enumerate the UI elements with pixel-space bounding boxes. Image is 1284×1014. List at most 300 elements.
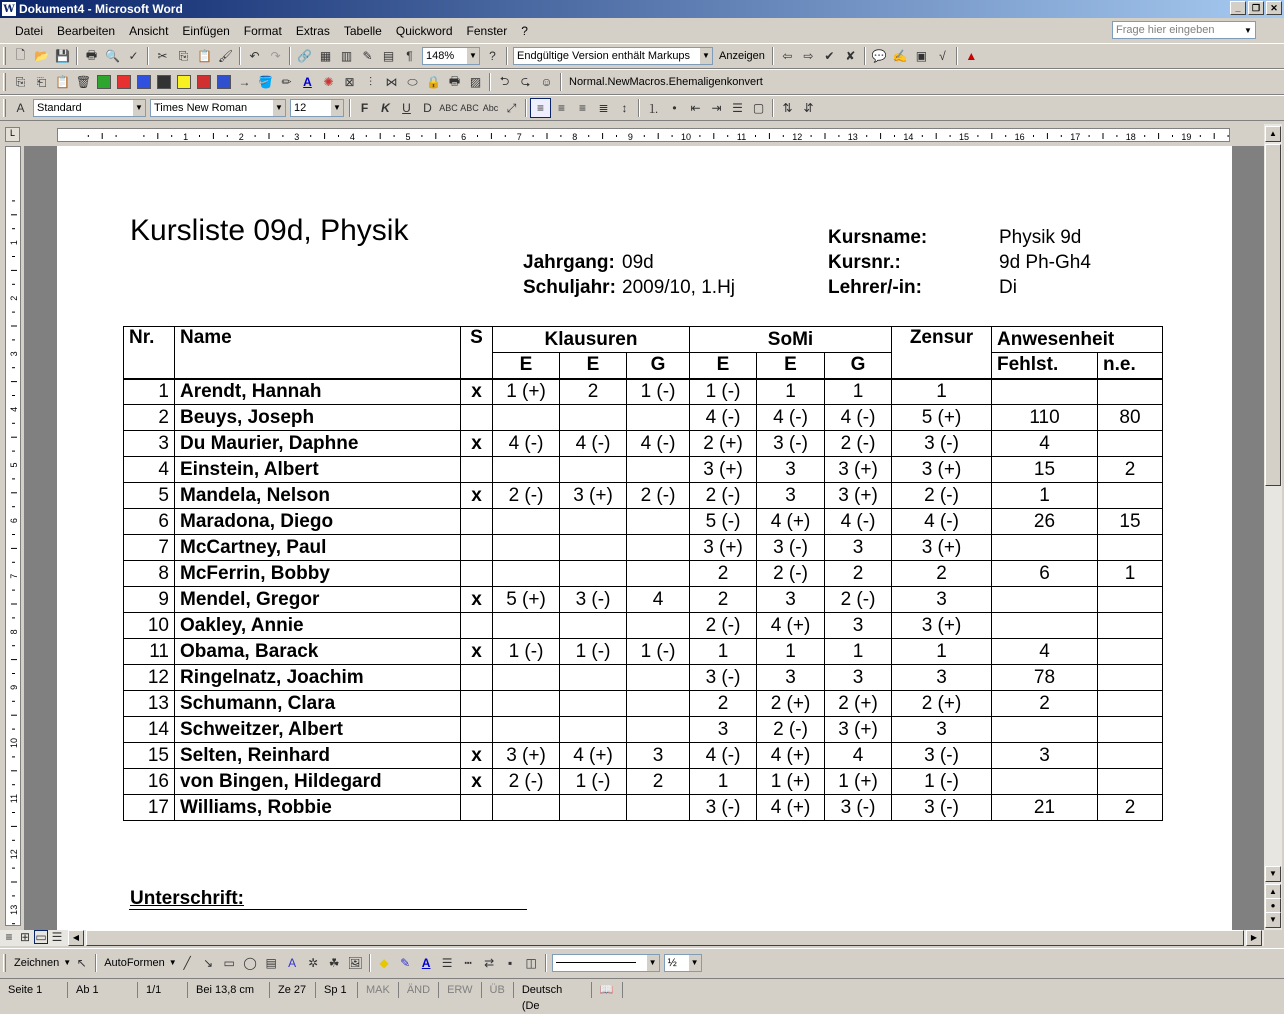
sort-asc-icon[interactable]: ⇅ [782, 101, 793, 115]
row-k1[interactable] [493, 691, 560, 717]
row-nr[interactable]: 6 [124, 509, 175, 535]
align-left-icon[interactable]: ≡ [530, 98, 551, 118]
paste-format-icon[interactable]: ⎗ [36, 74, 47, 89]
row-zensur[interactable]: 3 [892, 587, 992, 613]
row-name[interactable]: Schweitzer, Albert [175, 717, 461, 743]
columns-icon[interactable]: ▥ [340, 49, 353, 63]
row-m2[interactable]: 2 (-) [757, 561, 825, 587]
row-ne[interactable]: 80 [1098, 405, 1163, 431]
word-doc-icon[interactable]: W [3, 3, 15, 15]
show-markup-button[interactable]: Anzeigen [719, 50, 765, 62]
row-nr[interactable]: 3 [124, 431, 175, 457]
row-name[interactable]: Obama, Barack [175, 639, 461, 665]
row-m2[interactable]: 4 (+) [757, 743, 825, 769]
row-k3[interactable] [627, 509, 690, 535]
double-strike-icon[interactable]: ABC [460, 103, 479, 113]
row-k2[interactable]: 3 (-) [560, 587, 627, 613]
row-s[interactable] [461, 691, 493, 717]
row-k3[interactable]: 3 [627, 743, 690, 769]
bold-button[interactable]: F [360, 101, 369, 115]
row-zensur[interactable]: 3 (+) [892, 535, 992, 561]
row-s[interactable]: x [461, 769, 493, 795]
row-name[interactable]: Arendt, Hannah [175, 379, 461, 405]
size-dropdown-icon[interactable]: ▼ [331, 100, 343, 116]
row-s[interactable] [461, 613, 493, 639]
row-ne[interactable] [1098, 587, 1163, 613]
ratio-select[interactable] [664, 954, 702, 972]
row-nr[interactable]: 4 [124, 457, 175, 483]
ask-dropdown-icon[interactable]: ▼ [1244, 26, 1252, 35]
markup-view-select[interactable] [513, 47, 713, 65]
row-fehlst[interactable]: 6 [992, 561, 1098, 587]
row-name[interactable]: von Bingen, Hildegard [175, 769, 461, 795]
markup-dropdown-icon[interactable]: ▼ [700, 48, 712, 64]
row-m1[interactable]: 4 (-) [690, 405, 757, 431]
next-change-icon[interactable]: ⇨ [803, 49, 814, 63]
row-ne[interactable] [1098, 483, 1163, 509]
row-m3[interactable]: 3 (-) [825, 795, 892, 821]
row-ne[interactable]: 15 [1098, 509, 1163, 535]
row-m2[interactable]: 3 [757, 665, 825, 691]
row-s[interactable]: x [461, 639, 493, 665]
row-name[interactable]: McCartney, Paul [175, 535, 461, 561]
row-m2[interactable]: 2 (-) [757, 717, 825, 743]
row-m1[interactable]: 5 (-) [690, 509, 757, 535]
row-s[interactable] [461, 561, 493, 587]
row-fehlst[interactable]: 110 [992, 405, 1098, 431]
row-k1[interactable]: 1 (-) [493, 639, 560, 665]
row-fehlst[interactable] [992, 379, 1098, 405]
row-k1[interactable] [493, 561, 560, 587]
row-k3[interactable] [627, 613, 690, 639]
help-icon[interactable]: ? [489, 49, 496, 63]
row-k2[interactable] [560, 405, 627, 431]
menu-einfuegen[interactable]: Einfügen [182, 24, 230, 38]
row-m1[interactable]: 2 (-) [690, 483, 757, 509]
row-k1[interactable] [493, 613, 560, 639]
row-k3[interactable] [627, 717, 690, 743]
row-k3[interactable] [627, 457, 690, 483]
row-k2[interactable] [560, 561, 627, 587]
row-nr[interactable]: 9 [124, 587, 175, 613]
row-nr[interactable]: 8 [124, 561, 175, 587]
row-fehlst[interactable]: 15 [992, 457, 1098, 483]
row-fehlst[interactable]: 78 [992, 665, 1098, 691]
bullets-icon[interactable]: • [672, 101, 677, 115]
scroll-down-icon[interactable]: ▼ [1265, 866, 1281, 882]
ellipse-icon[interactable]: ◯ [243, 955, 257, 970]
row-zensur[interactable]: 1 [892, 639, 992, 665]
menu-bearbeiten[interactable]: Bearbeiten [57, 24, 116, 38]
row-m3[interactable]: 4 (-) [825, 405, 892, 431]
row-nr[interactable]: 13 [124, 691, 175, 717]
smiley-icon[interactable]: ☺ [540, 75, 553, 89]
row-m1[interactable]: 2 [690, 561, 757, 587]
row-ne[interactable] [1098, 691, 1163, 717]
row-name[interactable]: Du Maurier, Daphne [175, 431, 461, 457]
autoshapes-button[interactable]: AutoFormen [104, 956, 165, 969]
row-k1[interactable] [493, 717, 560, 743]
row-m3[interactable]: 3 (+) [825, 717, 892, 743]
font-select[interactable] [150, 99, 286, 117]
line-icon[interactable]: ╱ [183, 955, 191, 970]
row-k3[interactable]: 2 [627, 769, 690, 795]
line-style-icon[interactable]: ☰ [441, 955, 453, 970]
undo-icon[interactable]: ↶ [249, 49, 260, 63]
highlight-icon[interactable]: ✏ [281, 75, 292, 89]
row-s[interactable] [461, 457, 493, 483]
row-nr[interactable]: 7 [124, 535, 175, 561]
row-m3[interactable]: 3 (+) [825, 483, 892, 509]
row-zensur[interactable]: 4 (-) [892, 509, 992, 535]
row-m3[interactable]: 2 (+) [825, 691, 892, 717]
row-m2[interactable]: 1 [757, 639, 825, 665]
scroll-up-icon[interactable]: ▲ [1265, 126, 1281, 142]
open-icon[interactable]: 📂 [34, 49, 49, 63]
clipart-icon[interactable]: ☘ [328, 955, 340, 970]
row-k1[interactable]: 4 (-) [493, 431, 560, 457]
forward-icon[interactable]: ⮎ [520, 73, 531, 88]
row-m1[interactable]: 2 (-) [690, 613, 757, 639]
double-underline-icon[interactable]: D [423, 101, 432, 115]
restore-button[interactable]: ❐ [1248, 1, 1264, 15]
row-k2[interactable] [560, 795, 627, 821]
row-s[interactable]: x [461, 431, 493, 457]
outline-icon[interactable]: ☰ [732, 101, 743, 115]
row-k1[interactable]: 2 (-) [493, 769, 560, 795]
line-width-select[interactable] [552, 954, 660, 972]
select-objects-icon[interactable]: ↖ [76, 955, 87, 970]
row-fehlst[interactable]: 3 [992, 743, 1098, 769]
row-k1[interactable] [493, 535, 560, 561]
picture-icon[interactable]: 🖼 [347, 955, 363, 970]
row-m2[interactable]: 3 [757, 587, 825, 613]
fill-draw-icon[interactable]: ◆ [379, 955, 389, 970]
row-name[interactable]: Williams, Robbie [175, 795, 461, 821]
row-k2[interactable]: 2 [560, 379, 627, 405]
row-k1[interactable] [493, 405, 560, 431]
toolbar-grip[interactable] [3, 954, 6, 972]
red-color-icon[interactable] [117, 75, 131, 89]
small-caps-icon[interactable]: Abc [482, 103, 499, 113]
hyperlink-icon[interactable]: 🔗 [297, 49, 312, 63]
row-k2[interactable]: 4 (-) [560, 431, 627, 457]
cut-icon[interactable]: ✂ [157, 49, 168, 63]
menu-quickword[interactable]: Quickword [395, 24, 453, 38]
row-fehlst[interactable] [992, 717, 1098, 743]
row-m3[interactable]: 4 (-) [825, 509, 892, 535]
font-dropdown-icon[interactable]: ▼ [273, 100, 285, 116]
underline-button[interactable]: U [402, 101, 411, 115]
style-dropdown-icon[interactable]: ▼ [133, 100, 145, 116]
minimize-button[interactable]: _ [1230, 1, 1246, 15]
chart-icon[interactable]: ▨ [469, 75, 482, 89]
row-m3[interactable]: 3 [825, 613, 892, 639]
reject-change-icon[interactable]: ✘ [845, 49, 856, 63]
row-k3[interactable] [627, 795, 690, 821]
row-ne[interactable] [1098, 639, 1163, 665]
row-nr[interactable]: 1 [124, 379, 175, 405]
close-button[interactable]: ✕ [1266, 1, 1282, 15]
print-preview-icon[interactable]: 🔍 [105, 49, 120, 63]
print-icon[interactable]: 🖶 [85, 47, 98, 62]
row-fehlst[interactable]: 2 [992, 691, 1098, 717]
row-nr[interactable]: 15 [124, 743, 175, 769]
menu-ansicht[interactable]: Ansicht [129, 24, 169, 38]
row-ne[interactable] [1098, 613, 1163, 639]
align-center-icon[interactable]: ≡ [557, 101, 565, 115]
row-m3[interactable]: 1 [825, 639, 892, 665]
row-fehlst[interactable] [992, 769, 1098, 795]
font-size-select[interactable] [290, 99, 344, 117]
fill-color-icon[interactable]: 🪣 [258, 75, 273, 89]
merge-icon[interactable]: ⫶ [368, 74, 372, 89]
status-overtype[interactable]: ÜB [482, 982, 514, 998]
row-m1[interactable]: 2 (+) [690, 431, 757, 457]
row-m1[interactable]: 1 [690, 769, 757, 795]
row-zensur[interactable]: 5 (+) [892, 405, 992, 431]
horizontal-scrollbar[interactable] [0, 930, 1264, 946]
row-s[interactable]: x [461, 379, 493, 405]
row-nr[interactable]: 17 [124, 795, 175, 821]
row-m1[interactable]: 1 [690, 639, 757, 665]
row-fehlst[interactable]: 4 [992, 639, 1098, 665]
row-fehlst[interactable]: 4 [992, 431, 1098, 457]
strikethrough-icon[interactable]: ABC [439, 103, 458, 113]
italic-button[interactable]: K [381, 101, 390, 115]
row-k2[interactable] [560, 691, 627, 717]
row-zensur[interactable]: 2 (-) [892, 483, 992, 509]
row-name[interactable]: Beuys, Joseph [175, 405, 461, 431]
menu-help[interactable]: ? [521, 24, 528, 38]
status-extend[interactable]: ERW [439, 982, 481, 998]
row-ne[interactable] [1098, 769, 1163, 795]
row-m2[interactable]: 3 (-) [757, 431, 825, 457]
row-nr[interactable]: 5 [124, 483, 175, 509]
row-k1[interactable]: 3 (+) [493, 743, 560, 769]
row-m1[interactable]: 3 (-) [690, 665, 757, 691]
comment-icon[interactable]: 💬 [871, 49, 887, 63]
zoom-select[interactable] [422, 47, 480, 65]
row-k3[interactable] [627, 535, 690, 561]
row-m3[interactable]: 2 (-) [825, 431, 892, 457]
row-nr[interactable]: 11 [124, 639, 175, 665]
format-painter-icon[interactable]: 🖌 [217, 49, 234, 63]
row-k3[interactable] [627, 561, 690, 587]
row-name[interactable]: Maradona, Diego [175, 509, 461, 535]
row-zensur[interactable]: 2 [892, 561, 992, 587]
row-m3[interactable]: 3 [825, 665, 892, 691]
sort-desc-icon[interactable]: ⇵ [803, 101, 814, 115]
wordart-icon[interactable]: A [288, 955, 297, 970]
row-m1[interactable]: 1 (-) [690, 379, 757, 405]
char-scaling-icon[interactable]: ⤢ [506, 100, 517, 115]
row-k2[interactable] [560, 457, 627, 483]
row-name[interactable]: Einstein, Albert [175, 457, 461, 483]
increase-indent-icon[interactable]: ⇥ [711, 101, 722, 115]
row-nr[interactable]: 10 [124, 613, 175, 639]
styles-icon[interactable]: A [16, 101, 25, 115]
row-m1[interactable]: 3 (-) [690, 795, 757, 821]
copy-format-icon[interactable]: ⎘ [15, 74, 26, 89]
burst-icon[interactable]: ✺ [323, 75, 334, 89]
redo-icon[interactable]: ↷ [270, 49, 281, 63]
shadow-icon[interactable]: ▪ [508, 955, 513, 970]
green-color-icon[interactable] [97, 75, 111, 89]
row-s[interactable] [461, 509, 493, 535]
row-k3[interactable]: 1 (-) [627, 379, 690, 405]
row-m2[interactable]: 4 (+) [757, 613, 825, 639]
row-s[interactable] [461, 535, 493, 561]
row-ne[interactable] [1098, 665, 1163, 691]
row-m1[interactable]: 2 [690, 691, 757, 717]
hscroll-thumb[interactable] [86, 930, 1244, 946]
row-k2[interactable] [560, 665, 627, 691]
drawing-icon[interactable]: ✎ [362, 49, 373, 63]
scroll-right-icon[interactable]: ▶ [1246, 930, 1262, 946]
decrease-indent-icon[interactable]: ⇤ [690, 101, 701, 115]
row-nr[interactable]: 16 [124, 769, 175, 795]
print-view-icon[interactable]: ▭ [35, 930, 47, 944]
row-ne[interactable] [1098, 743, 1163, 769]
row-zensur[interactable]: 2 (+) [892, 691, 992, 717]
reviewing-pane-icon[interactable]: ▣ [915, 49, 928, 63]
row-ne[interactable] [1098, 717, 1163, 743]
line-width-dropdown-icon[interactable]: ▼ [647, 955, 659, 971]
font-color-icon[interactable]: A [303, 75, 312, 89]
show-hide-icon[interactable]: ¶ [406, 49, 413, 63]
row-m2[interactable]: 1 [757, 379, 825, 405]
prev-change-icon[interactable]: ⇦ [782, 49, 793, 63]
row-m1[interactable]: 2 [690, 587, 757, 613]
row-m2[interactable]: 3 [757, 483, 825, 509]
row-ne[interactable]: 2 [1098, 457, 1163, 483]
numbering-icon[interactable]: ⒈ [647, 101, 660, 116]
row-zensur[interactable]: 3 (-) [892, 795, 992, 821]
menu-datei[interactable]: Datei [15, 24, 44, 38]
row-k3[interactable]: 4 (-) [627, 431, 690, 457]
clear-blue-icon[interactable] [217, 75, 231, 89]
split-icon[interactable]: ⋈ [385, 75, 398, 89]
lock-icon[interactable]: 🔒 [426, 75, 441, 89]
row-s[interactable] [461, 795, 493, 821]
table-icon[interactable]: ▦ [319, 49, 332, 63]
arrow-icon[interactable]: → [238, 75, 251, 89]
style-select[interactable] [33, 99, 146, 117]
row-ne[interactable] [1098, 379, 1163, 405]
back-icon[interactable]: ⮌ [499, 73, 510, 88]
save-icon[interactable]: 💾 [55, 49, 70, 63]
row-m3[interactable]: 2 (-) [825, 587, 892, 613]
align-right-icon[interactable]: ≡ [578, 101, 586, 115]
row-fehlst[interactable] [992, 613, 1098, 639]
row-m3[interactable]: 3 (+) [825, 457, 892, 483]
autoshapes-dropdown-icon[interactable]: ▼ [168, 958, 177, 967]
row-m1[interactable]: 3 (+) [690, 457, 757, 483]
row-name[interactable]: Selten, Reinhard [175, 743, 461, 769]
row-zensur[interactable]: 3 [892, 665, 992, 691]
tab-selector[interactable]: L [5, 127, 20, 142]
prev-page-icon[interactable]: ▲ [1265, 884, 1281, 900]
row-m2[interactable]: 4 (-) [757, 405, 825, 431]
accept-change-icon[interactable]: ✔ [824, 49, 835, 63]
row-fehlst[interactable]: 26 [992, 509, 1098, 535]
row-fehlst[interactable] [992, 535, 1098, 561]
row-k2[interactable]: 4 (+) [560, 743, 627, 769]
row-fehlst[interactable]: 21 [992, 795, 1098, 821]
row-fehlst[interactable]: 1 [992, 483, 1098, 509]
row-k2[interactable] [560, 613, 627, 639]
row-zensur[interactable]: 3 (-) [892, 431, 992, 457]
track-changes-icon[interactable]: ✍ [892, 49, 908, 63]
draw-menu-button[interactable]: Zeichnen [14, 956, 60, 969]
textbox-icon[interactable]: ▤ [265, 955, 277, 970]
row-m3[interactable]: 1 [825, 379, 892, 405]
border-icon[interactable]: ▢ [752, 101, 765, 115]
yellow-color-icon[interactable] [177, 75, 191, 89]
ratio-dropdown-icon[interactable]: ▼ [689, 955, 701, 971]
diagram-icon[interactable]: ✲ [308, 955, 319, 970]
row-zensur[interactable]: 3 [892, 717, 992, 743]
row-ne[interactable] [1098, 535, 1163, 561]
cell-delete-icon[interactable]: ⊠ [344, 75, 355, 89]
row-zensur[interactable]: 1 [892, 379, 992, 405]
row-s[interactable]: x [461, 483, 493, 509]
new-icon[interactable]: 🗋 [15, 47, 26, 62]
status-macro-record[interactable]: MAK [358, 982, 399, 998]
document-map-icon[interactable]: ▤ [382, 49, 395, 63]
row-s[interactable] [461, 717, 493, 743]
row-m2[interactable]: 4 (+) [757, 795, 825, 821]
vertical-scrollbar[interactable] [1264, 124, 1282, 930]
printer-icon[interactable]: 🖶 [448, 73, 461, 88]
shape-icon[interactable]: ▲ [965, 49, 978, 63]
row-k3[interactable]: 4 [627, 587, 690, 613]
draw-dropdown-icon[interactable]: ▼ [63, 958, 72, 967]
row-zensur[interactable]: 3 (+) [892, 613, 992, 639]
row-k1[interactable] [493, 457, 560, 483]
row-name[interactable]: Mendel, Gregor [175, 587, 461, 613]
arrow-draw-icon[interactable]: ↘ [203, 955, 214, 970]
row-m1[interactable]: 3 (+) [690, 535, 757, 561]
row-m2[interactable]: 3 [757, 457, 825, 483]
menu-format[interactable]: Format [243, 24, 282, 38]
row-name[interactable]: Mandela, Nelson [175, 483, 461, 509]
row-s[interactable] [461, 405, 493, 431]
line-spacing-icon[interactable]: ↕ [621, 101, 628, 115]
row-k1[interactable]: 2 (-) [493, 483, 560, 509]
row-k1[interactable] [493, 795, 560, 821]
row-zensur[interactable]: 3 (+) [892, 457, 992, 483]
row-zensur[interactable]: 3 (-) [892, 743, 992, 769]
row-k2[interactable]: 1 (-) [560, 769, 627, 795]
row-ne[interactable] [1098, 431, 1163, 457]
ask-question-input[interactable] [1112, 21, 1256, 39]
row-nr[interactable]: 2 [124, 405, 175, 431]
toolbar-grip[interactable] [3, 99, 6, 117]
row-k3[interactable] [627, 665, 690, 691]
row-s[interactable]: x [461, 743, 493, 769]
oval-icon[interactable]: ⬭ [407, 74, 418, 89]
status-language[interactable]: Deutsch (De [514, 982, 592, 998]
row-m3[interactable]: 1 (+) [825, 769, 892, 795]
font-color-draw-icon[interactable]: A [421, 955, 431, 970]
row-k2[interactable]: 1 (-) [560, 639, 627, 665]
toolbar-grip[interactable] [3, 73, 6, 91]
clear-red-icon[interactable] [197, 75, 211, 89]
zoom-dropdown-icon[interactable]: ▼ [467, 48, 479, 64]
menu-fenster[interactable]: Fenster [466, 24, 508, 38]
